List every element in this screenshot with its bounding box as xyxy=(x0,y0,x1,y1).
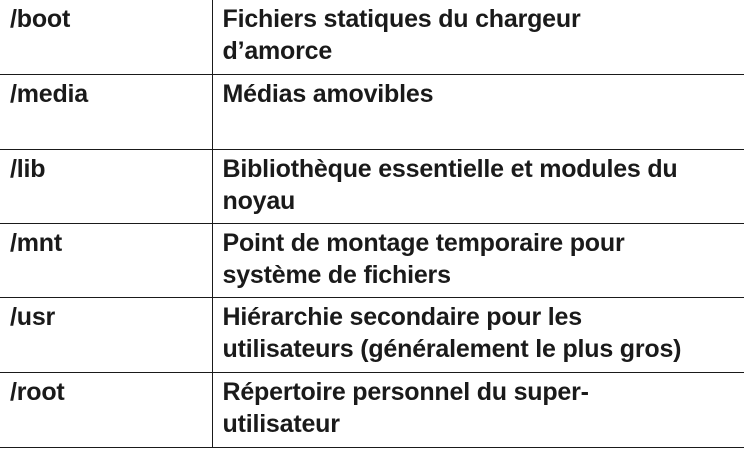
description-line: système de fichiers xyxy=(222,261,451,289)
table-row xyxy=(0,150,744,224)
description-cell xyxy=(212,224,744,298)
table-row xyxy=(0,75,744,150)
table-row xyxy=(0,0,744,75)
description-cell xyxy=(212,298,744,373)
description-line: utilisateurs (généralement le plus gros) xyxy=(222,335,682,363)
description-cell xyxy=(212,75,744,150)
description-line: d’amorce xyxy=(222,37,333,65)
description-line: Fichiers statiques du chargeur xyxy=(222,5,581,33)
table-row xyxy=(0,373,744,448)
description-cell xyxy=(212,0,744,75)
description-line: Médias amovibles xyxy=(222,80,434,108)
path-cell: /usr xyxy=(0,298,212,373)
table-row xyxy=(0,224,744,298)
description-cell xyxy=(212,150,744,224)
description-line: Répertoire personnel du super- xyxy=(222,378,589,406)
path-cell: /lib xyxy=(0,150,212,224)
description-line: utilisateur xyxy=(222,410,340,438)
description-line: Bibliothèque essentielle et modules du xyxy=(222,155,678,183)
path-cell: /root xyxy=(0,373,212,448)
path-cell: /media xyxy=(0,75,212,150)
description-line: Hiérarchie secondaire pour les xyxy=(222,303,582,331)
description-line: noyau xyxy=(222,187,296,215)
path-cell: /mnt xyxy=(0,224,212,298)
description-cell xyxy=(212,373,744,448)
table-row xyxy=(0,298,744,373)
path-cell: /boot xyxy=(0,0,212,75)
description-line: Point de montage temporaire pour xyxy=(222,229,625,257)
